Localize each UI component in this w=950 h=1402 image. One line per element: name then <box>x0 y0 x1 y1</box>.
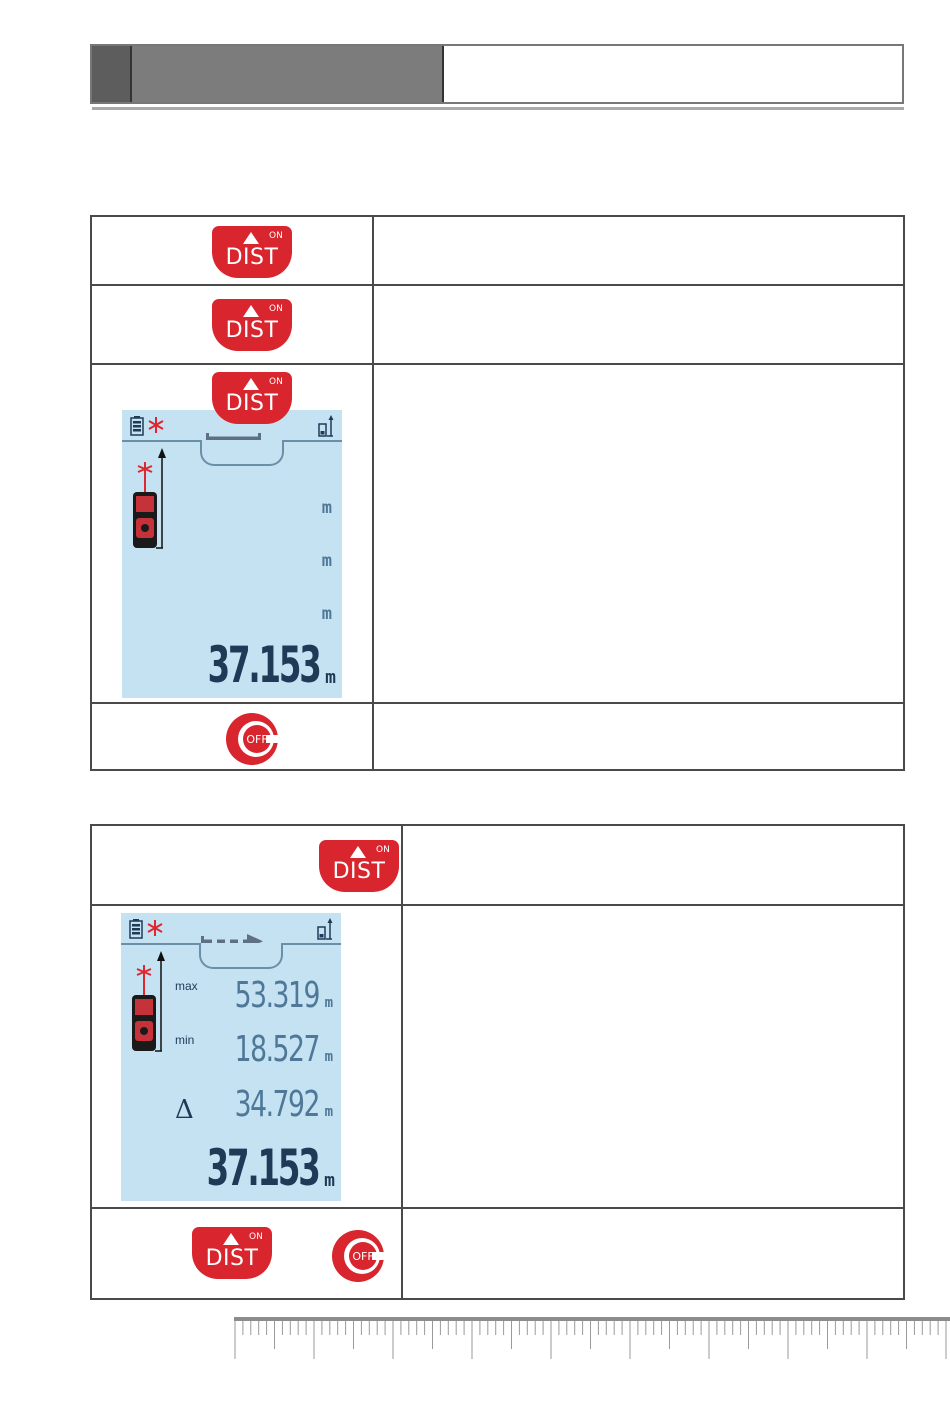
lcd-display-tracking <box>121 913 341 1201</box>
dist-on-key-icon <box>212 299 292 351</box>
dist-on-key-icon <box>319 840 399 892</box>
step-description-cell <box>373 364 904 703</box>
step-description-cell <box>402 1208 904 1299</box>
lcd-display-single <box>122 410 342 698</box>
section-header-bar <box>90 44 904 104</box>
laser-icon <box>148 416 164 434</box>
lcd-mode-tray <box>200 440 284 466</box>
main-distance-value: 37.153 <box>206 1139 319 1197</box>
unit-label: m <box>321 551 332 571</box>
step-description-cell <box>373 216 904 285</box>
clear-off-key-icon <box>330 1228 386 1284</box>
step-icon-cell <box>91 364 373 703</box>
step-description-cell <box>373 285 904 364</box>
table-row <box>91 1208 904 1299</box>
dist-label: DIST <box>332 859 386 884</box>
step-icon-cell <box>91 285 373 364</box>
off-label: OFF <box>352 1250 374 1263</box>
main-unit-label: m <box>324 1170 335 1191</box>
off-label: OFF <box>246 733 268 746</box>
step-icon-cell <box>91 216 373 285</box>
dist-label: DIST <box>225 391 279 416</box>
triangle-icon <box>243 232 259 244</box>
table-row <box>91 364 904 703</box>
ruler-graphic <box>234 1317 950 1359</box>
triangle-icon <box>243 305 259 317</box>
main-distance-value: 37.153 <box>207 636 320 694</box>
table-row <box>91 703 904 770</box>
dist-on-key-icon <box>212 372 292 424</box>
table-row <box>91 825 904 905</box>
on-label: ON <box>269 231 283 241</box>
step-icon-cell <box>91 703 373 770</box>
triangle-icon <box>243 378 259 390</box>
triangle-icon <box>350 846 366 858</box>
header-tab-marker <box>92 46 132 102</box>
max-label: max <box>175 979 198 993</box>
min-value: 18.527 <box>234 1029 319 1070</box>
header-rule <box>92 107 904 110</box>
delta-value: 34.792 <box>234 1084 319 1125</box>
rear-reference-icon <box>317 917 335 941</box>
dist-on-key-icon <box>212 226 292 278</box>
unit-label: m <box>321 498 332 518</box>
battery-icon <box>129 919 143 939</box>
triangle-icon <box>223 1233 239 1245</box>
step-description-cell <box>373 703 904 770</box>
step-icon-cell <box>91 825 402 905</box>
single-measurement-table <box>90 215 905 771</box>
main-unit-label: m <box>325 667 336 688</box>
step-icon-cell <box>91 1208 402 1299</box>
max-unit: m <box>324 995 333 1011</box>
min-label: min <box>175 1033 195 1047</box>
step-description-cell <box>402 905 904 1208</box>
on-label: ON <box>249 1232 263 1242</box>
clear-off-key-icon <box>224 711 280 767</box>
header-section-tab <box>132 46 444 102</box>
tracking-measurement-table <box>90 824 905 1300</box>
dist-label: DIST <box>205 1246 259 1271</box>
delta-unit: m <box>324 1104 333 1120</box>
lcd-mode-tray <box>199 943 283 969</box>
battery-icon <box>130 416 144 436</box>
dist-label: DIST <box>225 318 279 343</box>
device-icon <box>130 448 170 552</box>
step-icon-cell <box>91 905 402 1208</box>
dist-label: DIST <box>225 245 279 270</box>
rear-reference-icon <box>318 414 336 438</box>
on-label: ON <box>376 845 390 855</box>
on-label: ON <box>269 304 283 314</box>
min-unit: m <box>324 1049 333 1065</box>
delta-symbol: Δ <box>175 1095 194 1125</box>
on-label: ON <box>269 377 283 387</box>
dist-on-key-icon <box>192 1227 272 1279</box>
table-row <box>91 216 904 285</box>
table-row <box>91 285 904 364</box>
unit-label: m <box>321 604 332 624</box>
step-description-cell <box>402 825 904 905</box>
device-icon <box>129 951 169 1055</box>
table-row <box>91 905 904 1208</box>
max-value: 53.319 <box>234 975 319 1016</box>
laser-icon <box>147 919 163 937</box>
